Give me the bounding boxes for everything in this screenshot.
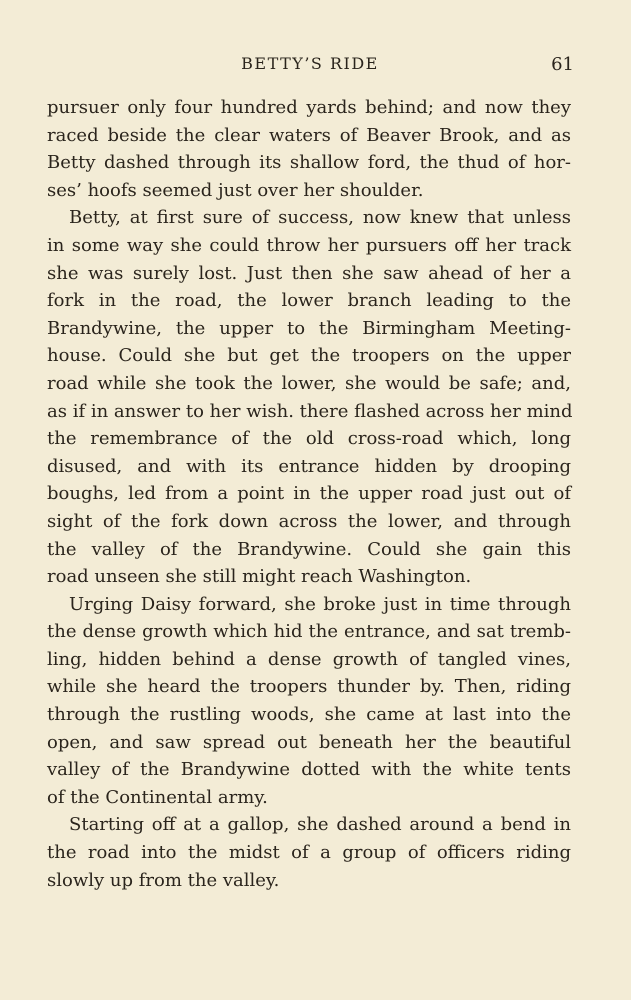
text-line: raced beside the clear waters of Beaver Brook, and as xyxy=(47,124,571,146)
text-line: valley of the Brandywine dotted with the white tents xyxy=(47,759,571,781)
text-line: slowly up from the valley. xyxy=(47,869,280,891)
text-line: Betty dashed through its shallow ford, the thud of hor- xyxy=(47,152,571,174)
body-text xyxy=(47,94,571,894)
text-line: pursuer only four hundred yards behind; and now they xyxy=(47,97,571,118)
paragraph-first-line: Starting off at a gallop, she dashed around a bend in xyxy=(69,814,571,836)
running-title: BETTY’S RIDE xyxy=(241,54,379,73)
page-number: 61 xyxy=(551,54,574,75)
text-line: the valley of the Brandywine. Could she gain this xyxy=(47,538,571,560)
text-line: Brandywine, the upper to the Birmingham Meeting- xyxy=(47,317,571,339)
text-line: house. Could she but get the troopers on the upper xyxy=(47,345,571,367)
paragraph-first-line: Betty, at first sure of success, now knew that unless xyxy=(69,207,571,229)
paragraph-first-line: Urging Daisy forward, she broke just in time through xyxy=(69,593,571,615)
text-line: road while she took the lower, she would be safe; and, xyxy=(47,372,571,394)
text-line: while she heard the troopers thunder by. Then, riding xyxy=(47,676,571,698)
running-head xyxy=(46,54,574,78)
text-line: the remembrance of the old cross-road which, long xyxy=(47,428,571,450)
text-line: sight of the fork down across the lower, and through xyxy=(47,510,571,532)
text-line: as if in answer to her wish. there flashed across her mind xyxy=(47,400,573,422)
text-line: road unseen she still might reach Washington. xyxy=(47,566,472,588)
text-line: ses’ hoofs seemed just over her shoulder. xyxy=(47,179,424,201)
text-line: ling, hidden behind a dense growth of tangled vines, xyxy=(47,648,571,670)
text-line: disused, and with its entrance hidden by drooping xyxy=(47,455,571,477)
text-line: boughs, led from a point in the upper road just out of xyxy=(47,483,571,505)
text-line: in some way she could throw her pursuers off her track xyxy=(47,234,571,256)
text-line: fork in the road, the lower branch leading to the xyxy=(47,290,571,312)
text-line: of the Continental army. xyxy=(47,786,268,808)
text-line: the dense growth which hid the entrance, and sat tremb- xyxy=(47,621,571,643)
text-line: through the rustling woods, she came at last into the xyxy=(47,704,571,726)
text-line: open, and saw spread out beneath her the beautiful xyxy=(47,731,571,753)
text-line: she was surely lost. Just then she saw ahead of her a xyxy=(47,262,571,284)
text-line: the road into the midst of a group of officers riding xyxy=(47,842,571,864)
